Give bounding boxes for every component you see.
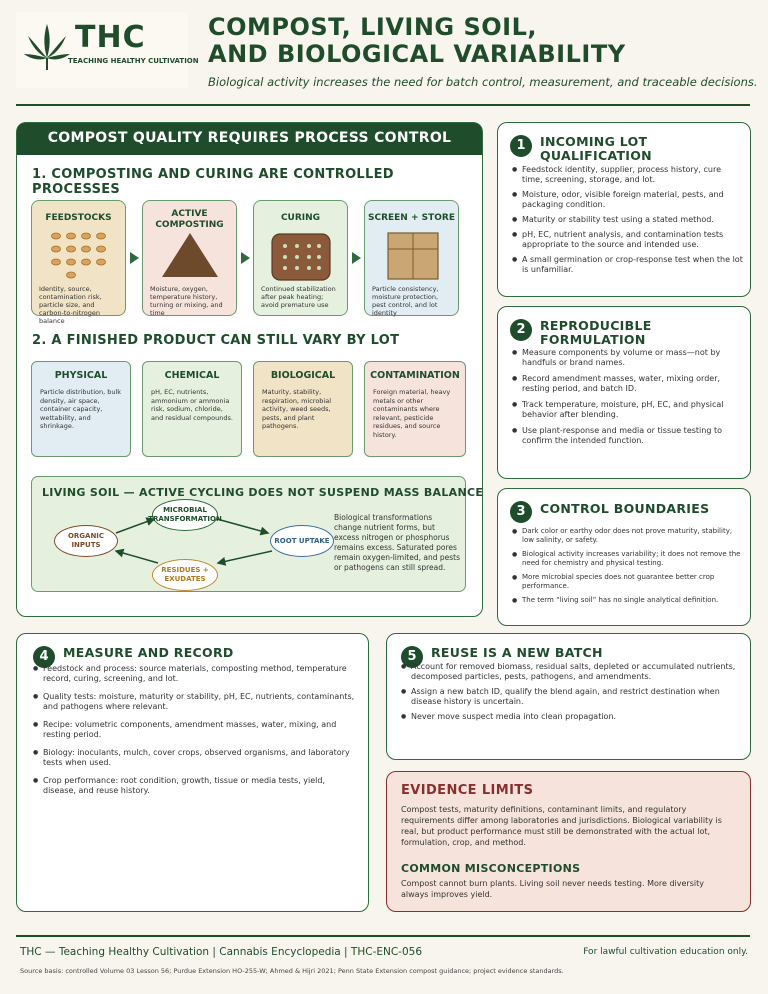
measure-list: [33, 664, 358, 796]
incoming-lot-list: [512, 165, 744, 275]
step-number-badge: 5: [401, 646, 423, 668]
step-description: Continued stabilization after peak heating; avoid premature use: [261, 285, 336, 309]
variability-title: PHYSICAL: [54, 370, 108, 381]
list-item: ● Feedstock and process: source materials, composting method, temperature record, curing, screening, and lot.: [33, 664, 358, 684]
residues-exudates-node: RESIDUES + EXUDATES: [152, 559, 218, 591]
list-item: ● The term “living soil” has no single analytical definition.: [512, 596, 744, 605]
list-item: ● Use plant-response and media or tissue testing to confirm the intended function.: [512, 426, 744, 446]
section-2-title: 2. A FINISHED PRODUCT CAN STILL VARY BY LOT: [32, 333, 400, 348]
process-control-panel: [16, 122, 483, 617]
page-title: [208, 14, 626, 68]
flow-arrow-icon: [352, 252, 361, 264]
reuse-panel: [386, 633, 751, 760]
footer-source: Source basis: controlled Volume 03 Lesson 56; Purdue Extension HO-255-W; Ahmed & Hijri 2021; Penn State Extension compost guidance; project evidence standards.: [20, 967, 564, 975]
step-number-badge: 3: [510, 501, 532, 523]
logo-mark: THC: [75, 20, 146, 55]
list-item: ● Quality tests: moisture, maturity or stability, pH, EC, nutrients, contaminants, and pathogens where relevant.: [33, 692, 358, 712]
variability-title: BIOLOGICAL: [270, 370, 336, 381]
reuse-list: [401, 662, 741, 722]
step-screen-store: [364, 200, 459, 316]
evidence-limits-panel: [386, 771, 751, 912]
step-number-badge: 4: [33, 646, 55, 668]
living-soil-box: [31, 476, 484, 592]
list-item: ● Track temperature, moisture, pH, EC, and physical behavior after blending.: [512, 400, 744, 420]
variability-description: Particle distribution, bulk density, air space, container capacity, wettability, and shrinkage.: [40, 388, 122, 430]
variability-chemical: [142, 361, 242, 457]
section-1-title: 1. COMPOSTING AND CURING ARE CONTROLLED PROCESSES: [32, 167, 394, 197]
list-item: ● More microbial species does not guarantee better crop performance.: [512, 573, 744, 591]
title-line-1: COMPOST, LIVING SOIL,: [208, 13, 537, 41]
control-boundaries-list: [512, 527, 744, 605]
list-item: ● Never move suspect media into clean propagation.: [401, 712, 741, 722]
misconceptions-text: Compost cannot burn plants. Living soil never needs testing. More diversity always improves yield.: [401, 879, 704, 899]
evidence-text: Compost tests, maturity definitions, contaminant limits, and regulatory requirements differ among laboratories and jurisdictions. Biological variability is real, but product performance must still be demonstrated with the actual lot, formulation, crop, and method.: [401, 805, 722, 847]
footer-divider: [16, 935, 750, 937]
panel-heading: COMPOST QUALITY REQUIRES PROCESS CONTROL: [17, 123, 482, 155]
step-curing: [253, 200, 348, 316]
footer-disclaimer: For lawful cultivation education only.: [583, 947, 748, 957]
flow-arrow-icon: [130, 252, 139, 264]
step-title: SCREEN + STORE: [367, 213, 455, 223]
footer-credit: THC — Teaching Healthy Cultivation | Cannabis Encyclopedia | THC-ENC-056: [20, 946, 423, 958]
formulation-panel: [497, 306, 751, 479]
variability-title: CHEMICAL: [164, 370, 220, 381]
list-item: ● Moisture, odor, visible foreign material, pests, and packaging condition.: [512, 190, 744, 210]
storage-bin-icon: [387, 232, 439, 280]
list-item: ● A small germination or crop-response test when the lot is unfamiliar.: [512, 255, 744, 275]
logo-subtitle: TEACHING HEALTHY CULTIVATION: [68, 57, 199, 65]
variability-description: Foreign material, heavy metals or other contaminants where relevant, pesticide residues, and source history.: [373, 388, 451, 439]
evidence-title: EVIDENCE LIMITS: [401, 783, 534, 798]
root-uptake-node: ROOT UPTAKE: [270, 525, 334, 557]
list-item: ● Assign a new batch ID, qualify the blend again, and restrict destination when disease history is uncertain.: [401, 687, 741, 707]
flow-arrow-icon: [241, 252, 250, 264]
control-boundaries-panel: [497, 488, 751, 626]
variability-description: pH, EC, nutrients, ammonium or ammonia risk, sodium, chloride, and residual compounds.: [151, 388, 233, 422]
step-description: Identity, source, contamination risk, particle size, and carbon-to-nitrogen balance: [39, 285, 102, 325]
step-description: Particle consistency, moisture protection, pest control, and lot identity: [372, 285, 439, 317]
curing-tray-icon: [271, 233, 331, 281]
step-title: CURING: [280, 213, 321, 223]
list-item: ● Recipe: volumetric components, amendment masses, water, mixing, and resting period.: [33, 720, 358, 740]
panel-title: INCOMING LOT QUALIFICATION: [540, 134, 652, 163]
variability-biological: [253, 361, 353, 457]
step-active-composting: [142, 200, 237, 316]
list-item: ● Crop performance: root condition, growth, tissue or media tests, yield, disease, and reuse history.: [33, 776, 358, 796]
panel-title: REUSE IS A NEW BATCH: [431, 645, 603, 660]
variability-contamination: [364, 361, 466, 457]
step-number-badge: 2: [510, 319, 532, 341]
list-item: ● Biology: inoculants, mulch, cover crops, observed organisms, and laboratory tests when used.: [33, 748, 358, 768]
step-number-badge: 1: [510, 135, 532, 157]
step-description: Moisture, oxygen, temperature history, turning or mixing, and time: [150, 285, 223, 317]
title-line-2: AND BIOLOGICAL VARIABILITY: [208, 40, 626, 68]
misconceptions-title: COMMON MISCONCEPTIONS: [401, 862, 581, 875]
formulation-list: [512, 348, 744, 446]
variability-title: CONTAMINATION: [370, 370, 460, 381]
list-item: ● Record amendment masses, water, mixing order, resting period, and batch ID.: [512, 374, 744, 394]
header-divider: [16, 104, 750, 106]
list-item: ● Feedstock identity, supplier, process history, cure time, screening, storage, and lot.: [512, 165, 744, 185]
step-feedstocks: [31, 200, 126, 325]
variability-physical: [31, 361, 131, 457]
list-item: ● pH, EC, nutrient analysis, and contamination tests appropriate to the source and intended use.: [512, 230, 744, 250]
organic-inputs-node: ORGANIC INPUTS: [54, 525, 118, 557]
step-title: ACTIVE COMPOSTING: [155, 209, 224, 230]
list-item: ● Account for removed biomass, residual salts, depleted or accumulated nutrients, decomposed particles, pests, pathogens, and amendments.: [401, 662, 741, 682]
list-item: ● Maturity or stability test using a stated method.: [512, 215, 744, 225]
incoming-lot-panel: [497, 122, 751, 297]
list-item: ● Dark color or earthy odor does not prove maturity, stability, low salinity, or safety.: [512, 527, 744, 545]
step-title: FEEDSTOCKS: [45, 213, 112, 223]
panel-title: REPRODUCIBLE FORMULATION: [540, 318, 652, 347]
page-subtitle: Biological activity increases the need for batch control, measurement, and traceable decisions.: [208, 75, 758, 89]
measure-record-panel: [16, 633, 369, 912]
panel-title: CONTROL BOUNDARIES: [540, 501, 710, 516]
panel-title: MEASURE AND RECORD: [63, 645, 234, 660]
microbial-transformation-node: MICROBIAL TRANSFORMATION: [152, 499, 218, 531]
variability-description: Maturity, stability, respiration, microbial activity, weed seeds, pests, and plant pathogens.: [262, 388, 332, 430]
cannabis-leaf-icon: [22, 20, 72, 74]
feedstock-particles-icon: [50, 232, 110, 280]
list-item: ● Biological activity increases variability; it does not remove the need for chemistry and physical testing.: [512, 550, 744, 568]
list-item: ● Measure components by volume or mass—not by handfuls or brand names.: [512, 348, 744, 368]
living-soil-text: Biological transformations change nutrient forms, but excess nitrogen or phosphorus remains excess. Saturated pores remain oxygen-limited, and pests or pathogens can still spread.: [334, 513, 460, 572]
living-soil-title: LIVING SOIL — ACTIVE CYCLING DOES NOT SUSPEND MASS BALANCE: [42, 486, 484, 499]
compost-pile-icon: [160, 231, 220, 279]
